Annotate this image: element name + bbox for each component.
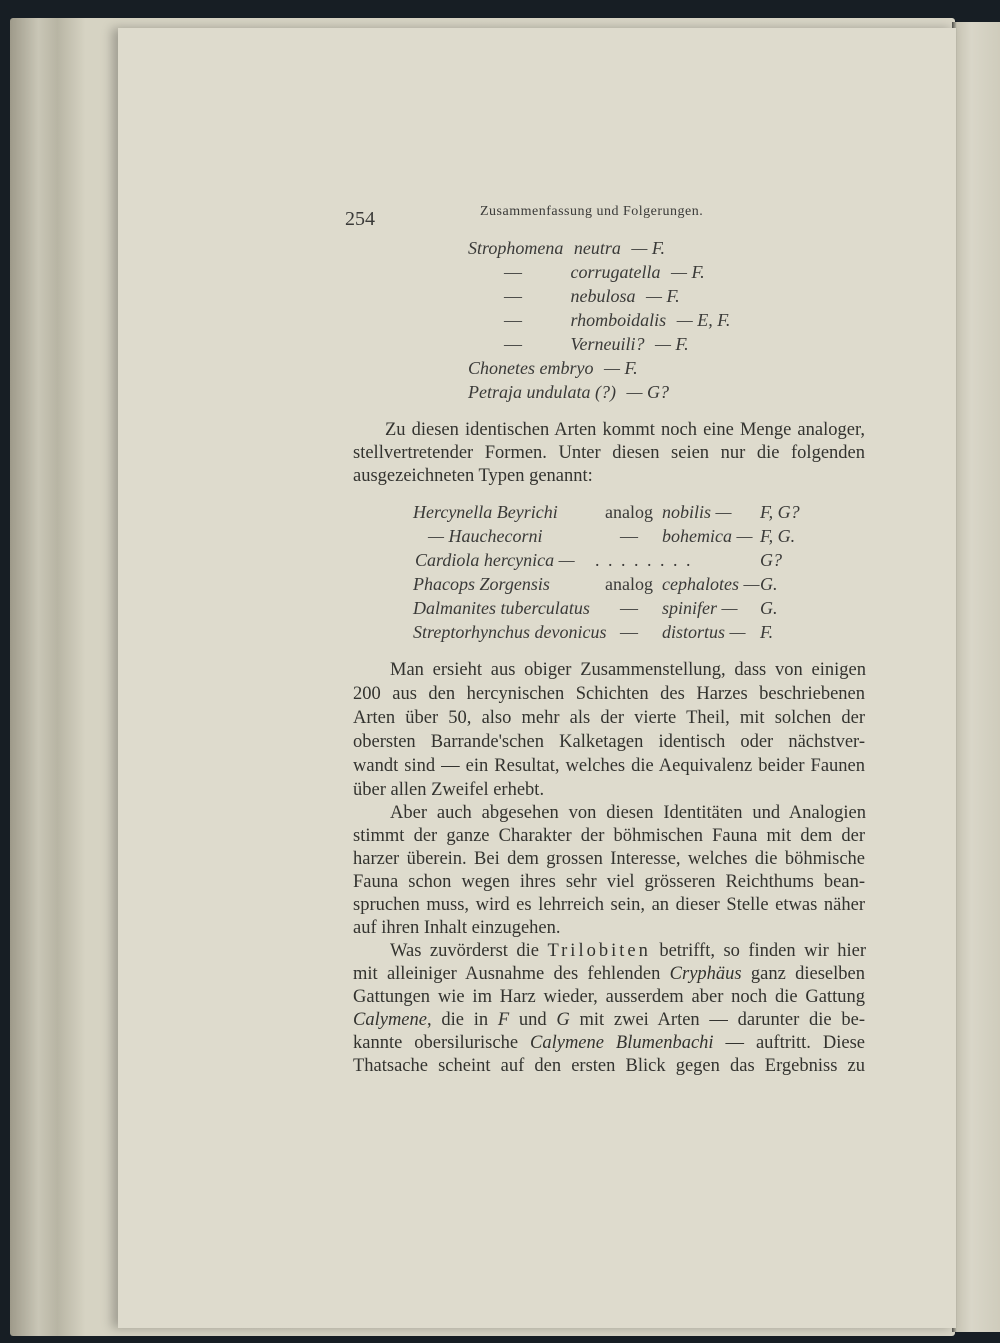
text-line: Aber auch abgesehen von diesen Identitäten und Analogien [390,803,866,823]
harz-species: Dalmanites tuberculatus [413,598,590,618]
text-line: Calymene, die in F und G mit zwei Arten — darunter die be- [353,1010,865,1030]
harz-species: Phacops Zorgensis [413,574,550,594]
text-line: stimmt der ganze Charakter der böhmischen Fauna mit dem der [353,826,865,846]
running-title: Zusammenfassung und Folgerungen. [480,204,704,219]
relation: — [620,622,638,642]
occurrence: F. [760,622,774,642]
harz-species: Cardiola hercynica — [415,550,575,570]
text-line: Thatsache scheint auf den ersten Blick gegen das Ergebniss zu [353,1056,865,1076]
list-item: Petraja undulata (?) — G? [468,382,669,402]
relation: — [620,526,638,546]
text-line: 200 aus den hercynischen Schichten des Harzes beschriebenen [353,684,865,704]
list-item: — corrugatella — F. [504,262,705,282]
text-line: Gattungen wie im Harz wieder, ausserdem aber noch die Gattung [353,987,865,1007]
relation: — [620,598,638,618]
harz-species: Streptorhynchus devonicus [413,622,607,642]
occurrence: F, G. [760,526,796,546]
occurrence: F, G? [760,502,800,522]
occurrence: G. [760,598,778,618]
page-number: 254 [345,208,375,230]
harz-species: Hercynella Beyrichi [413,502,558,522]
text-line: obersten Barrande'schen Kalketagen identisch oder nächstver- [353,732,865,752]
bohemian-species: distortus — [662,622,746,642]
occurrence: G? [760,550,782,570]
text-line: mit alleiniger Ausnahme des fehlenden Cryphäus ganz dieselben [353,964,865,984]
bohemian-species: bohemica — [662,526,753,546]
text-line: stellvertretender Formen. Unter diesen seien nur die folgenden [353,443,865,463]
bohemian-species: nobilis — [662,502,732,522]
relation: analog [605,574,653,594]
list-item: Strophomena neutra — F. [468,238,666,258]
text-line: Fauna schon wegen ihres sehr viel grösseren Reichthums bean- [353,872,865,892]
text-line: Zu diesen identischen Arten kommt noch eine Menge analoger, [385,420,865,440]
list-item: — Verneuili? — F. [504,334,689,354]
relation: analog [605,502,653,522]
list-item: Chonetes embryo — F. [468,358,638,378]
text-line: harzer überein. Bei dem grossen Interesse, welches die böhmische [353,849,865,869]
occurrence: G. [760,574,778,594]
text-line: Man ersieht aus obiger Zusammenstellung, dass von einigen [390,660,866,680]
bohemian-species: spinifer — [662,598,738,618]
text-line: Was zuvörderst die Trilobiten betrifft, so finden wir hier [390,941,866,961]
text-line: ausgezeichneten Typen genannt: [353,466,593,486]
text-line: über allen Zweifel erhebt. [353,780,545,800]
bohemian-species: cephalotes — [662,574,760,594]
text-line: Arten über 50, also mehr als der vierte Theil, mit solchen der [353,708,865,728]
harz-species: — Hauchecorni [428,526,543,546]
text-line: wandt sind — ein Resultat, welches die Aequivalenz beider Faunen [353,756,865,776]
facing-page-edge [952,22,1000,1332]
text-line: spruchen muss, wird es lehrreich sein, an dieser Stelle etwas näher [353,895,865,915]
relation: . . . . . . . . [595,550,693,570]
text-line: kannte obersilurische Calymene Blumenbachi — auftritt. Diese [353,1033,865,1053]
text-line: auf ihren Inhalt einzugehen. [353,918,561,938]
list-item: — nebulosa — F. [504,286,680,306]
list-item: — rhomboidalis — E, F. [504,310,731,330]
